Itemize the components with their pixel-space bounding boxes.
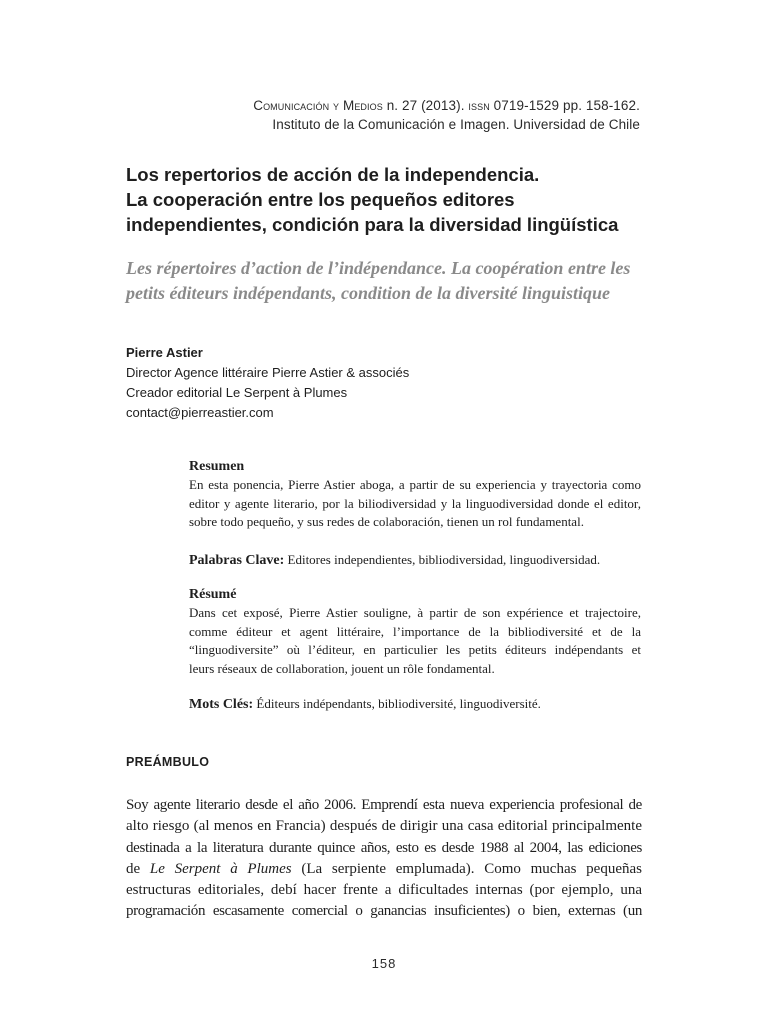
palabras-clave (189, 551, 641, 571)
resume-line: “linguodiversite” où l’éditeur, en particulier les petits éditeurs indépendants et (189, 642, 641, 657)
subtitle-line: Les répertoires d’action de l’indépendance. La coopération entre les (126, 258, 631, 278)
author-email: contact@pierreastier.com (126, 405, 274, 420)
body-line (126, 859, 642, 880)
institution: Instituto de la Comunicación e Imagen. Universidad de Chile (272, 117, 640, 132)
body-line: destinada a la literatura durante quince años, esto es desde 1988 al 2004, las ediciones (126, 839, 642, 856)
resumen-line: editor y agente literario, por la biliodiversidad y la linguodiversidad donde el editor, (189, 495, 641, 511)
body-paragraph (126, 795, 642, 923)
section-heading: PREÁMBULO (126, 755, 210, 769)
resume-heading: Résumé (189, 587, 237, 602)
resume-line: Dans cet exposé, Pierre Astier souligne, à partir de son expérience et trajectoire, (189, 605, 641, 620)
body-line: estructuras editoriales, debí hacer frente a dificultades internas (por ejemplo, una (126, 882, 642, 899)
body-line: alto riesgo (al menos en Francia) después de dirigir una casa editorial principalmente (126, 818, 642, 835)
resumen-line: En esta ponencia, Pierre Astier aboga, a partir de su experiencia y trayectoria como (189, 477, 641, 492)
article-subtitle (126, 256, 656, 306)
mots-cles-label: Mots Clés: (189, 697, 254, 712)
journal-citation (253, 96, 640, 115)
title-line: La cooperación entre los pequeños editores (126, 189, 515, 210)
running-header (253, 96, 640, 134)
book-title: Le Serpent à Plumes (149, 860, 292, 877)
palabras-clave-text: Editores independientes, bibliodiversidad, linguodiversidad. (284, 551, 601, 567)
mots-cles (189, 695, 641, 715)
subtitle-line: petits éditeurs indépendants, condition de la diversité linguistique (126, 283, 611, 303)
palabras-clave-label: Palabras Clave: (189, 552, 285, 568)
article-title (126, 162, 656, 237)
resume-line: comme éditeur et agent littéraire, l’importance de la bibliodiversité et de la (189, 623, 641, 639)
author-block (126, 343, 409, 423)
issn-pages: 0719-1529 pp. 158-162. (489, 98, 640, 113)
author-name: Pierre Astier (126, 345, 203, 360)
resume-text (189, 604, 641, 678)
title-line: independientes, condición para la diversidad lingüística (126, 214, 619, 235)
abstract-block (189, 458, 641, 715)
author-role: Director Agence littéraire Pierre Astier & associés (126, 365, 410, 380)
author-role: Creador editorial Le Serpent à Plumes (126, 385, 348, 400)
mots-cles-text: Éditeurs indépendants, bibliodiversité, linguodiversité. (253, 696, 541, 711)
body-text: de (126, 860, 150, 877)
resumen-heading: Resumen (189, 459, 245, 474)
page-number: 158 (371, 956, 397, 971)
body-text: (La serpiente emplumada). Como muchas pequeñas (291, 860, 642, 877)
resumen-line: sobre todo pequeño, y sus redes de colaboración, tienen un rol fundamental. (189, 514, 584, 529)
resumen-text (189, 476, 641, 532)
body-line: programación escasamente comercial o ganancias insuficientes) o bien, externas (un (126, 903, 642, 920)
title-line: Los repertorios de acción de la independencia. (126, 164, 540, 185)
journal-name: Comunicación y Medios (253, 98, 383, 113)
journal-issue: n. 27 (2013). (382, 98, 469, 113)
resume-line: leurs réseaux de collaboration, jouent un rôle fondamental. (189, 660, 495, 676)
body-line: Soy agente literario desde el año 2006. Emprendí esta nueva experiencia profesional de (126, 797, 642, 813)
issn-label: issn (468, 98, 490, 113)
